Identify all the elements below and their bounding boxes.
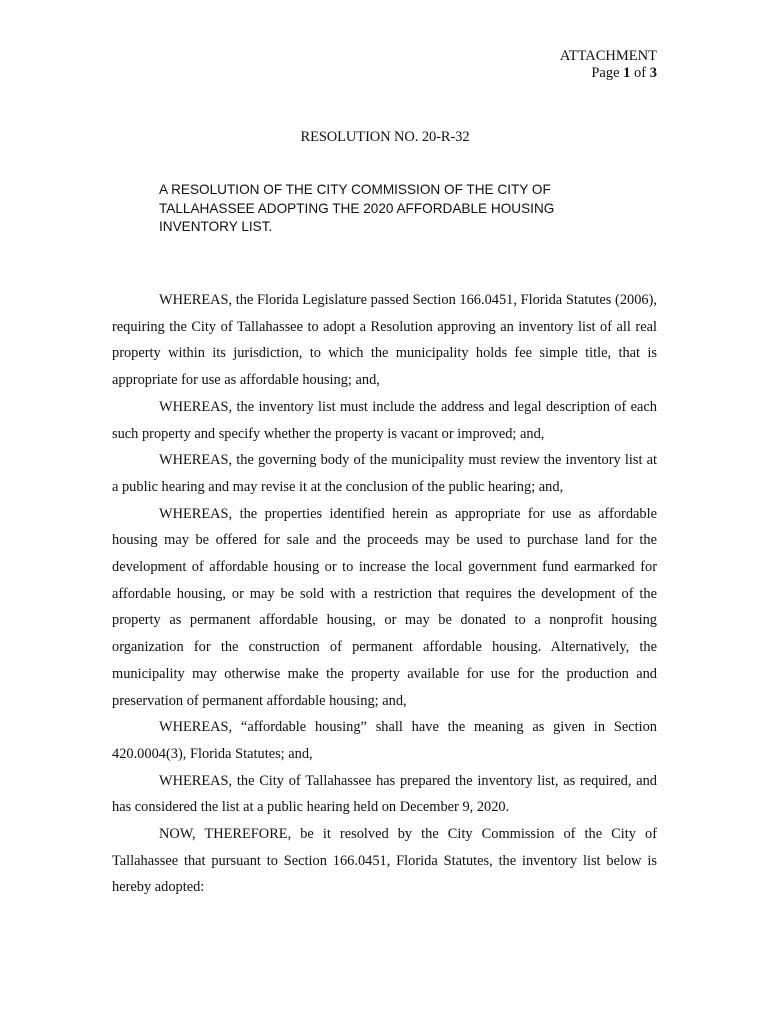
attachment-label: ATTACHMENT [559, 48, 657, 64]
paragraph-whereas-property-use: WHEREAS, the properties identified herein as appropriate for use as affordable housing may be offered for sale and the proceeds may be used to purchase land for the development of affordable housing or to increase the local government fund earmarked for affordable housing, or may be sold with a restriction that requires the development of the property as permanent affordable housing, or may be donated to a nonprofit housing organization for the construction of permanent affordable housing. Alternatively, the municipality may otherwise make the property available for use for the production and preservation of permanent affordable housing; and, [112, 505, 657, 709]
page-label: Page [591, 65, 620, 81]
paragraph-whereas-legislature: WHEREAS, the Florida Legislature passed Section 166.0451, Florida Statutes (2006), requiring the City of Tallahassee to adopt a Resolution approving an inventory list of all real property within its jurisdiction, to which the municipality holds fee simple title, that is appropriate for use as affordable housing; and, [112, 292, 657, 389]
paragraph-whereas-prepared-list: WHEREAS, the City of Tallahassee has prepared the inventory list, as required, and has considered the list at a public hearing held on December 9, 2020. [112, 772, 657, 816]
paragraph-whereas-affordable-definition: WHEREAS, “affordable housing” shall have the meaning as given in Section 420.0004(3), Florida Statutes; and, [112, 719, 657, 762]
paragraph-whereas-public-hearing: WHEREAS, the governing body of the municipality must review the inventory list at a public hearing and may revise it at the conclusion of the public hearing; and, [112, 452, 657, 495]
page-indicator [560, 65, 657, 82]
paragraph-now-therefore: NOW, THEREFORE, be it resolved by the City Commission of the City of Tallahassee that pursuant to Section 166.0451, Florida Statutes, the inventory list below is hereby adopted: [112, 826, 657, 896]
resolution-title: A RESOLUTION OF THE CITY COMMISSION OF THE CITY OF TALLAHASSEE ADOPTING THE 2020 AFFORDABLE HOUSING INVENTORY LIST. [159, 182, 555, 234]
resolution-body [112, 287, 657, 901]
page-current: 1 [623, 65, 631, 81]
attachment-header [560, 48, 657, 82]
page-total: 3 [649, 65, 657, 81]
paragraph-whereas-inventory-content: WHEREAS, the inventory list must include the address and legal description of each such property and specify whether the property is vacant or improved; and, [112, 398, 657, 442]
resolution-number: RESOLUTION NO. 20-R-32 [300, 129, 470, 145]
page-of: of [634, 65, 647, 81]
